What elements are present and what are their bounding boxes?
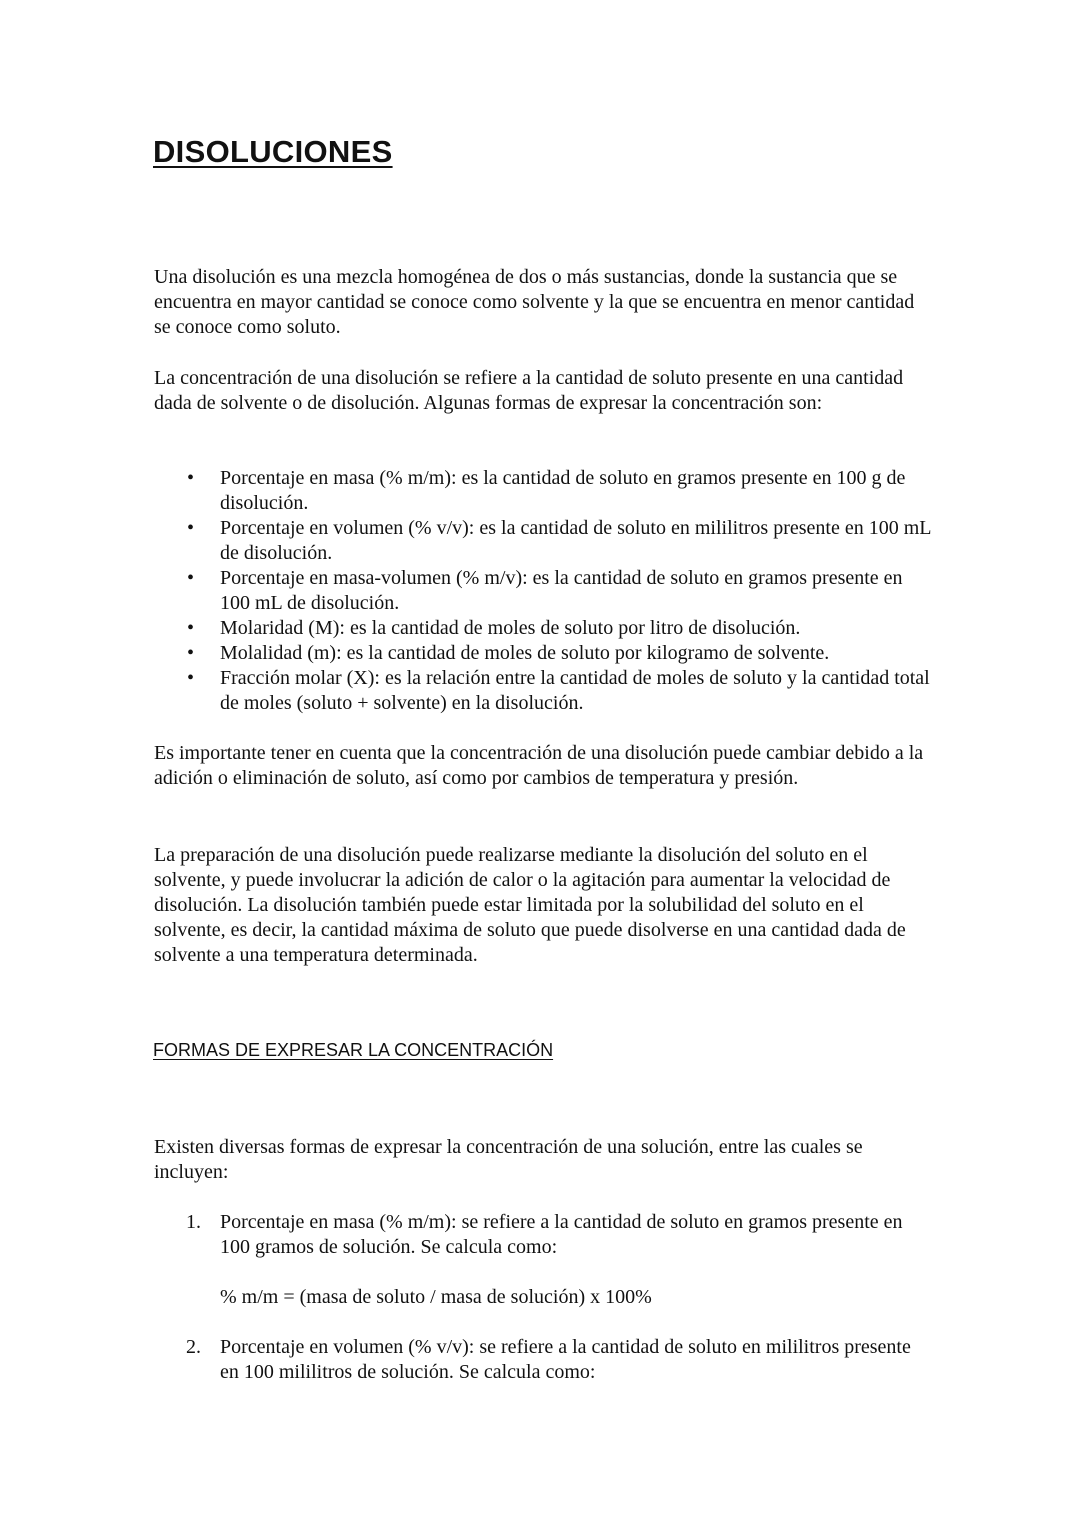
after-paragraph-1: Es importante tener en cuenta que la concentración de una disolución puede cambiar debido a la adición o eliminación de soluto, así como por cambios de temperatura y presión. xyxy=(154,742,924,789)
section-heading: FORMAS DE EXPRESAR LA CONCENTRACIÓN xyxy=(153,1040,554,1060)
intro-paragraph-1: Una disolución es una mezcla homogénea de dos o más sustancias, donde la sustancia que se encuentra en mayor cantidad se conoce como solvente y la que se encuentra en menor cantidad se conoce como soluto. xyxy=(154,266,915,338)
item-number: 1. xyxy=(186,1211,201,1233)
bullet-icon: • xyxy=(187,467,195,489)
bullet-text: Porcentaje en masa-volumen (% m/v): es la cantidad de soluto en gramos presente en 100 mL de disolución. xyxy=(220,567,903,614)
bullet-text: Molaridad (M): es la cantidad de moles de soluto por litro de disolución. xyxy=(220,617,801,639)
bullet-item xyxy=(154,516,934,566)
document-title: DISOLUCIONES xyxy=(153,134,393,169)
bullet-item xyxy=(154,641,934,666)
numbered-item xyxy=(154,1335,934,1385)
bullet-icon: • xyxy=(187,567,195,589)
concentration-bullet-list xyxy=(154,466,934,716)
numbered-list-item-2 xyxy=(154,1335,934,1385)
bullet-text: Porcentaje en volumen (% v/v): es la cantidad de soluto en mililitros presente en 100 mL de disolución. xyxy=(220,517,931,564)
numbered-item-text: Porcentaje en masa (% m/m): se refiere a la cantidad de soluto en gramos presente en 100 gramos de solución. Se calcula como: xyxy=(220,1211,903,1258)
item-number: 2. xyxy=(186,1336,201,1358)
bullet-item xyxy=(154,566,934,616)
numbered-list-item-1 xyxy=(154,1210,934,1260)
formula-mass-percent: % m/m = (masa de soluto / masa de solución) x 100% xyxy=(220,1286,652,1308)
bullet-item xyxy=(154,666,934,716)
bullet-text: Porcentaje en masa (% m/m): es la cantidad de soluto en gramos presente en 100 g de disolución. xyxy=(220,467,906,514)
section-intro-paragraph: Existen diversas formas de expresar la concentración de una solución, entre las cuales se incluyen: xyxy=(154,1136,863,1183)
numbered-item xyxy=(154,1210,934,1260)
intro-paragraph-2: La concentración de una disolución se refiere a la cantidad de soluto presente en una cantidad dada de solvente o de disolución. Algunas formas de expresar la concentración son: xyxy=(154,367,904,414)
numbered-item-text: Porcentaje en volumen (% v/v): se refiere a la cantidad de soluto en mililitros presente en 100 mililitros de solución. Se calcula como: xyxy=(220,1336,911,1383)
bullet-icon: • xyxy=(187,617,195,639)
bullet-icon: • xyxy=(187,517,195,539)
after-paragraph-2: La preparación de una disolución puede realizarse mediante la disolución del soluto en el solvente, y puede involucrar la adición de calor o la agitación para aumentar la velocidad de disolución. La disolución también puede estar limitada por la solubilidad del soluto en el solvente, es decir, la cantidad máxima de soluto que puede disolverse en una cantidad dada de solvente a una temperatura determinada. xyxy=(154,844,906,966)
bullet-text: Molalidad (m): es la cantidad de moles de soluto por kilogramo de solvente. xyxy=(220,642,830,664)
bullet-icon: • xyxy=(187,667,195,689)
bullet-text: Fracción molar (X): es la relación entre la cantidad de moles de soluto y la cantidad total de moles (soluto + solvente) en la disolución. xyxy=(220,667,930,714)
bullet-item xyxy=(154,616,934,641)
bullet-item xyxy=(154,466,934,516)
bullet-icon: • xyxy=(187,642,195,664)
